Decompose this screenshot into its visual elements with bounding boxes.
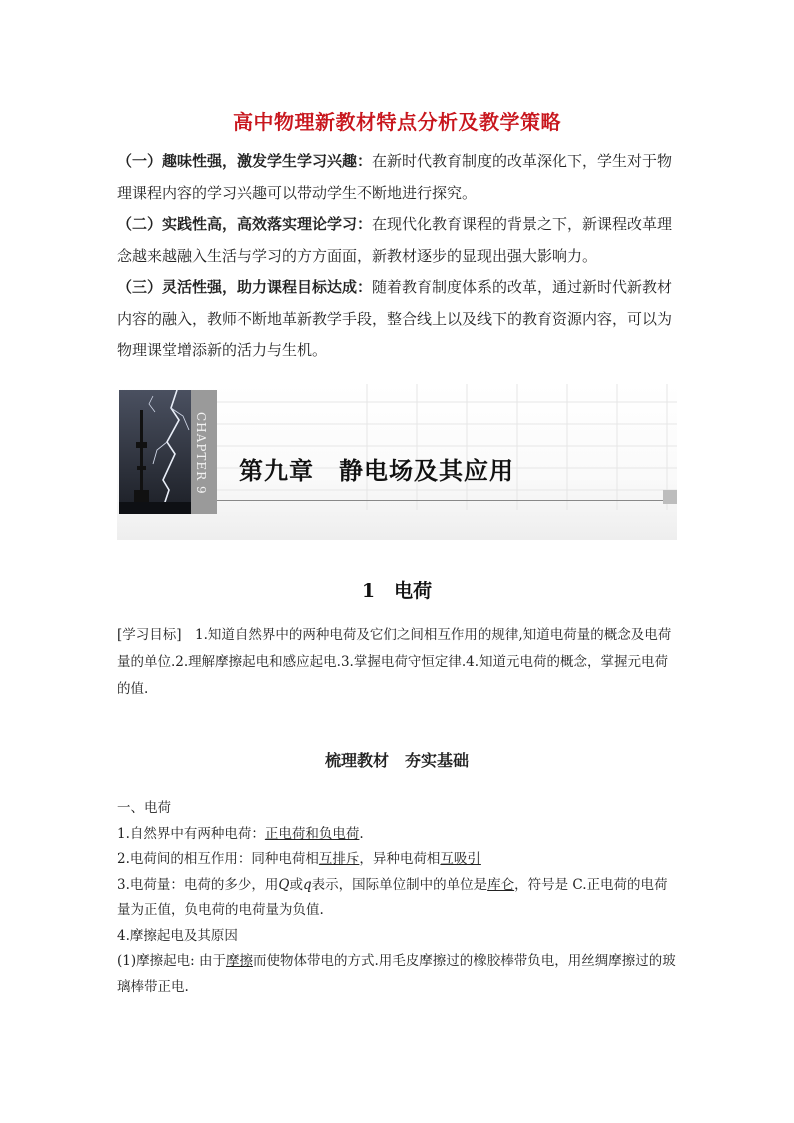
- intro-text: 在现代化教育课程的背景之下，新课程改革理念越来越融入生活与学习的方方面面，新教材逐步的显现出强大影响力。: [117, 215, 673, 265]
- intro-lead: （三）灵活性强，助力课程目标达成：: [117, 278, 373, 296]
- text-span: 2.电荷间的相互作用：同种电荷相: [117, 851, 319, 867]
- symbol: q: [302, 876, 312, 893]
- blank-answer: 库仑: [487, 876, 515, 893]
- blank-answer: 互吸引: [440, 851, 481, 867]
- intro-paragraph: [117, 209, 679, 272]
- text-span: (1)摩擦起电: 由于: [117, 953, 226, 969]
- intro-lead: （二）实践性高，高效落实理论学习：: [117, 215, 373, 233]
- subsection-heading: 梳理教材 夯实基础: [324, 751, 469, 770]
- text-span: 正电荷的电荷量为正值，负电荷的电荷量为负值.: [117, 876, 668, 918]
- intro-paragraph: [117, 146, 679, 209]
- symbol: Q: [278, 876, 290, 893]
- intro-paragraph: [117, 272, 679, 367]
- content-item: [117, 949, 679, 1000]
- chapter-strip: [191, 390, 217, 514]
- text-span: 表示，国际单位制中的单位是: [311, 876, 488, 893]
- text-span: ，符号是 C.: [514, 876, 587, 893]
- text-span: ，异种电荷相: [359, 851, 441, 867]
- text-span: 1.自然界中有两种电荷：: [117, 825, 265, 842]
- learning-objectives: [117, 622, 679, 703]
- text-span: 或: [289, 876, 303, 893]
- text-span: 3.电荷量：电荷的多少，用: [117, 876, 279, 893]
- banner-corner-block: [663, 490, 677, 504]
- text-span: 而使物体带电的方式.用毛皮摩擦过的橡胶棒带负电，用丝绸摩擦过的玻璃棒带正电.: [117, 953, 676, 995]
- objectives-text: 1.知道自然界中的两种电荷及它们之间相互作用的规律,知道电荷量的概念及电荷量的单位.2.理解摩擦起电和感应起电.3.掌握电荷守恒定律.4.知道元电荷的概念，掌握元电荷的值.: [117, 627, 672, 697]
- content-item: [117, 847, 679, 873]
- lightning-tower-image: [119, 390, 191, 514]
- blank-answer: 正电荷和负电荷: [264, 825, 360, 842]
- chapter-strip-label: CHAPTER 9: [194, 412, 208, 495]
- content-heading: 一、电荷: [117, 800, 171, 816]
- objectives-label: [学习目标]: [117, 627, 182, 643]
- text-span: .: [359, 825, 364, 842]
- intro-text: 随着教育制度体系的改革，通过新时代新教材内容的融入，教师不断地革新教学手段，整合线上以及线下的教育资源内容，可以为物理课堂增添新的活力与生机。: [117, 278, 673, 359]
- content-body: [117, 796, 679, 1000]
- intro-lead: （一）趣味性强，激发学生学习兴趣：: [117, 152, 373, 170]
- section-title: 1 电荷: [361, 580, 433, 602]
- content-item: [117, 873, 679, 924]
- banner-divider: [217, 500, 663, 501]
- document-title: 高中物理新教材特点分析及教学策略: [233, 110, 561, 134]
- content-item: [117, 822, 679, 848]
- blank-answer: 互排斥: [318, 851, 360, 867]
- intro-section: [117, 146, 679, 367]
- banner-grid-pattern: [217, 384, 677, 510]
- blank-answer: 摩擦: [225, 953, 253, 969]
- content-item: 4.摩擦起电及其原因: [117, 927, 238, 944]
- intro-text: 在新时代教育制度的改革深化下，学生对于物理课程内容的学习兴趣可以带动学生不断地进行探究。: [117, 152, 673, 202]
- chapter-banner: [117, 384, 677, 540]
- chapter-title: 第九章 静电场及其应用: [239, 457, 514, 485]
